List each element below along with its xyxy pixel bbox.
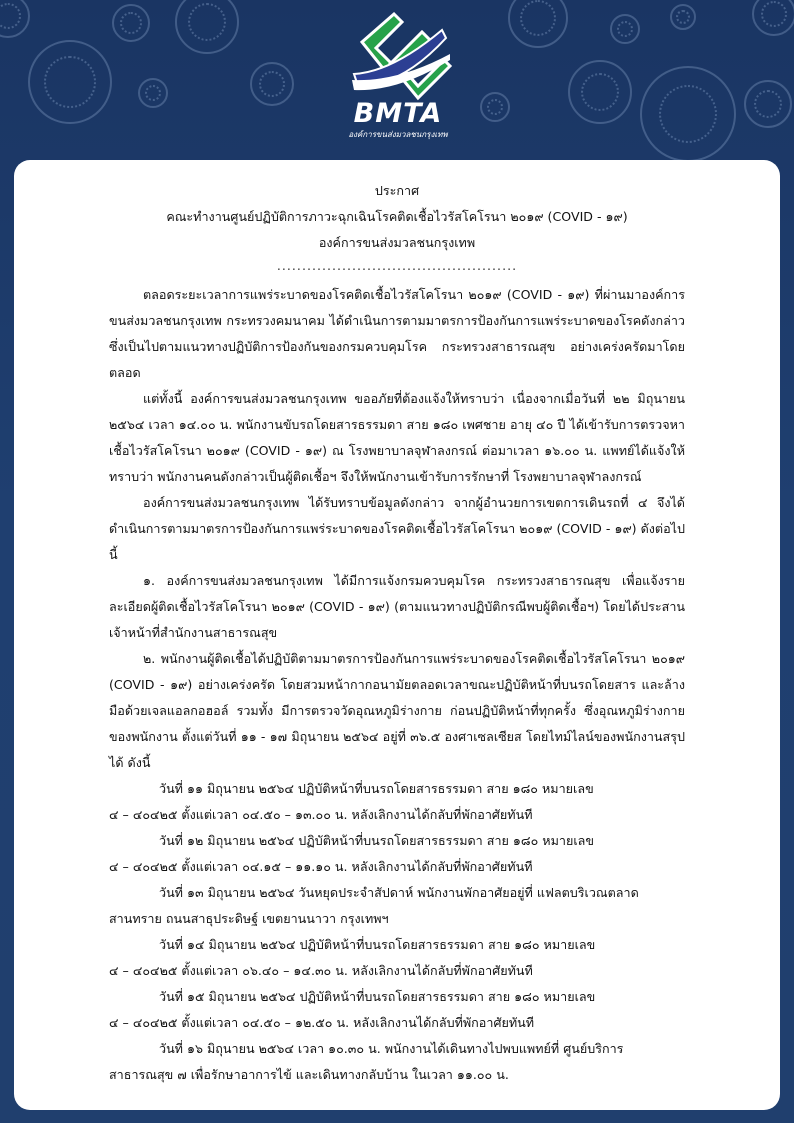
virus-decoration — [28, 40, 112, 124]
timeline-line: ๔ – ๔๐๔๒๕ ตั้งแต่เวลา ๐๖.๔๐ – ๑๔.๓๐ น. หลังเลิกงานได้กลับที่พักอาศัยทันที — [109, 963, 533, 978]
announcement-card — [14, 160, 780, 1110]
virus-decoration — [0, 0, 30, 38]
virus-decoration — [568, 60, 632, 124]
virus-decoration — [752, 0, 794, 36]
timeline-item — [109, 776, 685, 828]
bmta-logo — [332, 2, 462, 150]
body-paragraph: ๒. พนักงานผู้ติดเชื้อได้ปฏิบัติตามมาตรการป้องกันการแพร่ระบาดของโรคติดเชื้อไวรัสโคโรนา ๒๐๑๙ (COVID - ๑๙) อย่างเคร่งครัด โดยสวมหน้ากากอนามัยตลอดเวลาขณะปฏิบัติหน้าที่บนรถโดยสาร และล้างมือด้วยเจลแอลกอฮอล์ รวมทั้ง มีการตรวจวัดอุณหภูมิร่างกาย ก่อนปฏิบัติหน้าที่ทุกครั้ง ซึ่งอุณหภูมิร่างกายของพนักงาน ตั้งแต่วันที่ ๑๑ - ๑๗ มิถุนายน ๒๕๖๔ อยู่ที่ ๓๖.๕ องศาเซลเซียส โดยไทม์ไลน์ของพนักงานสรุปได้ ดังนี้ — [109, 651, 685, 770]
virus-decoration — [175, 0, 239, 54]
virus-decoration — [250, 62, 294, 106]
virus-decoration — [112, 4, 150, 42]
header-separator: ................................................ — [276, 258, 518, 273]
virus-decoration — [640, 66, 736, 162]
timeline-item — [109, 984, 685, 1036]
bmta-logo-text: BMTA — [353, 98, 443, 129]
virus-decoration — [508, 0, 568, 48]
virus-decoration — [744, 80, 792, 128]
timeline-line: วันที่ ๑๔ มิถุนายน ๒๕๖๔ ปฏิบัติหน้าที่บนรถโดยสารธรรมดา สาย ๑๘๐ หมายเลข — [159, 937, 596, 952]
timeline-line: ๔ – ๔๐๔๒๕ ตั้งแต่เวลา ๐๔.๕๐ – ๑๓.๐๐ น. หลังเลิกงานได้กลับที่พักอาศัยทันที — [109, 807, 533, 822]
announcement-body — [109, 282, 685, 776]
virus-decoration — [480, 92, 510, 122]
timeline-item — [109, 828, 685, 880]
body-paragraph: แต่ทั้งนี้ องค์การขนส่งมวลชนกรุงเทพ ขออภัยที่ต้องแจ้งให้ทราบว่า เนื่องจากเมื่อวันที่ ๒๒ มิถุนายน ๒๕๖๔ เวลา ๑๔.๐๐ น. พนักงานขับรถโดยสารธรรมดา สาย ๑๘๐ เพศชาย อายุ ๔๐ ปี ได้เข้ารับการตรวจหาเชื้อไวรัสโคโรนา ๒๐๑๙ (COVID - ๑๙) ณ โรงพยาบาลจุฬาลงกรณ์ ต่อมาเวลา ๑๖.๐๐ น. แพทย์ได้แจ้งให้ทราบว่า พนักงานคนดังกล่าวเป็นผู้ติดเชื้อฯ จึงให้พนักงานเข้ารับการรักษาที่ โรงพยาบาลจุฬาลงกรณ์ — [109, 391, 685, 484]
timeline-line: ๔ – ๔๐๔๒๕ ตั้งแต่เวลา ๐๔.๑๕ – ๑๑.๑๐ น. หลังเลิกงานได้กลับที่พักอาศัยทันที — [109, 859, 533, 874]
timeline-list — [109, 776, 685, 1088]
announcement-committee: คณะทำงานศูนย์ปฏิบัติการภาวะฉุกเฉินโรคติดเชื้อไวรัสโคโรนา ๒๐๑๙ (COVID - ๑๙) — [166, 209, 628, 224]
timeline-item — [109, 932, 685, 984]
timeline-line: วันที่ ๑๖ มิถุนายน ๒๕๖๔ เวลา ๑๐.๓๐ น. พนักงานได้เดินทางไปพบแพทย์ที่ ศูนย์บริการ — [159, 1041, 624, 1056]
body-paragraph: ตลอดระยะเวลาการแพร่ระบาดของโรคติดเชื้อไวรัสโคโรนา ๒๐๑๙ (COVID - ๑๙) ที่ผ่านมาองค์การขนส่งมวลชนกรุงเทพ กระทรวงคมนาคม ได้ดำเนินการตามมาตรการป้องกันการแพร่ระบาดของโรคดังกล่าวซึ่งเป็นไปตามแนวทางปฏิบัติการป้องกันของกรมควบคุมโรค กระทรวงสาธารณสุข อย่างเคร่งครัดมาโดยตลอด — [109, 287, 685, 380]
body-paragraph: องค์การขนส่งมวลชนกรุงเทพ ได้รับทราบข้อมูลดังกล่าว จากผู้อำนวยการเขตการเดินรถที่ ๔ จึงได้ดำเนินการตามมาตรการป้องกันการแพร่ระบาดของโรคติดเชื้อไวรัสโคโรนา ๒๐๑๙ (COVID - ๑๙) ดังต่อไปนี้ — [109, 495, 685, 562]
bmta-logo-subtitle: องค์การขนส่งมวลชนกรุงเทพ — [348, 130, 448, 139]
timeline-line: วันที่ ๑๑ มิถุนายน ๒๕๖๔ ปฏิบัติหน้าที่บนรถโดยสารธรรมดา สาย ๑๘๐ หมายเลข — [159, 781, 594, 796]
announcement-heading: ประกาศ — [374, 183, 420, 198]
timeline-line: สานทราย ถนนสาธุประดิษฐ์ เขตยานนาวา กรุงเทพฯ — [109, 911, 389, 926]
timeline-line: วันที่ ๑๓ มิถุนายน ๒๕๖๔ วันหยุดประจำสัปดาห์ พนักงานพักอาศัยอยู่ที่ แฟลตบริเวณตลาด — [159, 885, 639, 900]
timeline-line: ๔ – ๔๐๔๒๕ ตั้งแต่เวลา ๐๔.๕๐ – ๑๒.๕๐ น. หลังเลิกงานได้กลับที่พักอาศัยทันที — [109, 1015, 535, 1030]
timeline-item — [109, 880, 685, 932]
timeline-line: สาธารณสุข ๗ เพื่อรักษาอาการไข้ และเดินทางกลับบ้าน ในเวลา ๑๑.๐๐ น. — [109, 1067, 509, 1082]
timeline-line: วันที่ ๑๒ มิถุนายน ๒๕๖๔ ปฏิบัติหน้าที่บนรถโดยสารธรรมดา สาย ๑๘๐ หมายเลข — [159, 833, 594, 848]
virus-decoration — [670, 4, 696, 30]
virus-decoration — [138, 78, 168, 108]
timeline-item — [109, 1036, 685, 1088]
virus-decoration — [610, 14, 640, 44]
announcement-organization: องค์การขนส่งมวลชนกรุงเทพ — [318, 235, 476, 250]
timeline-line: วันที่ ๑๕ มิถุนายน ๒๕๖๔ ปฏิบัติหน้าที่บนรถโดยสารธรรมดา สาย ๑๘๐ หมายเลข — [159, 989, 596, 1004]
body-paragraph: ๑. องค์การขนส่งมวลชนกรุงเทพ ได้มีการแจ้งกรมควบคุมโรค กระทรวงสาธารณสุข เพื่อแจ้งรายละเอียดผู้ติดเชื้อไวรัสโคโรนา ๒๐๑๙ (COVID - ๑๙) (ตามแนวทางปฏิบัติกรณีพบผู้ติดเชื้อฯ) โดยได้ประสานเจ้าหน้าที่สำนักงานสาธารณสุข — [109, 573, 685, 640]
